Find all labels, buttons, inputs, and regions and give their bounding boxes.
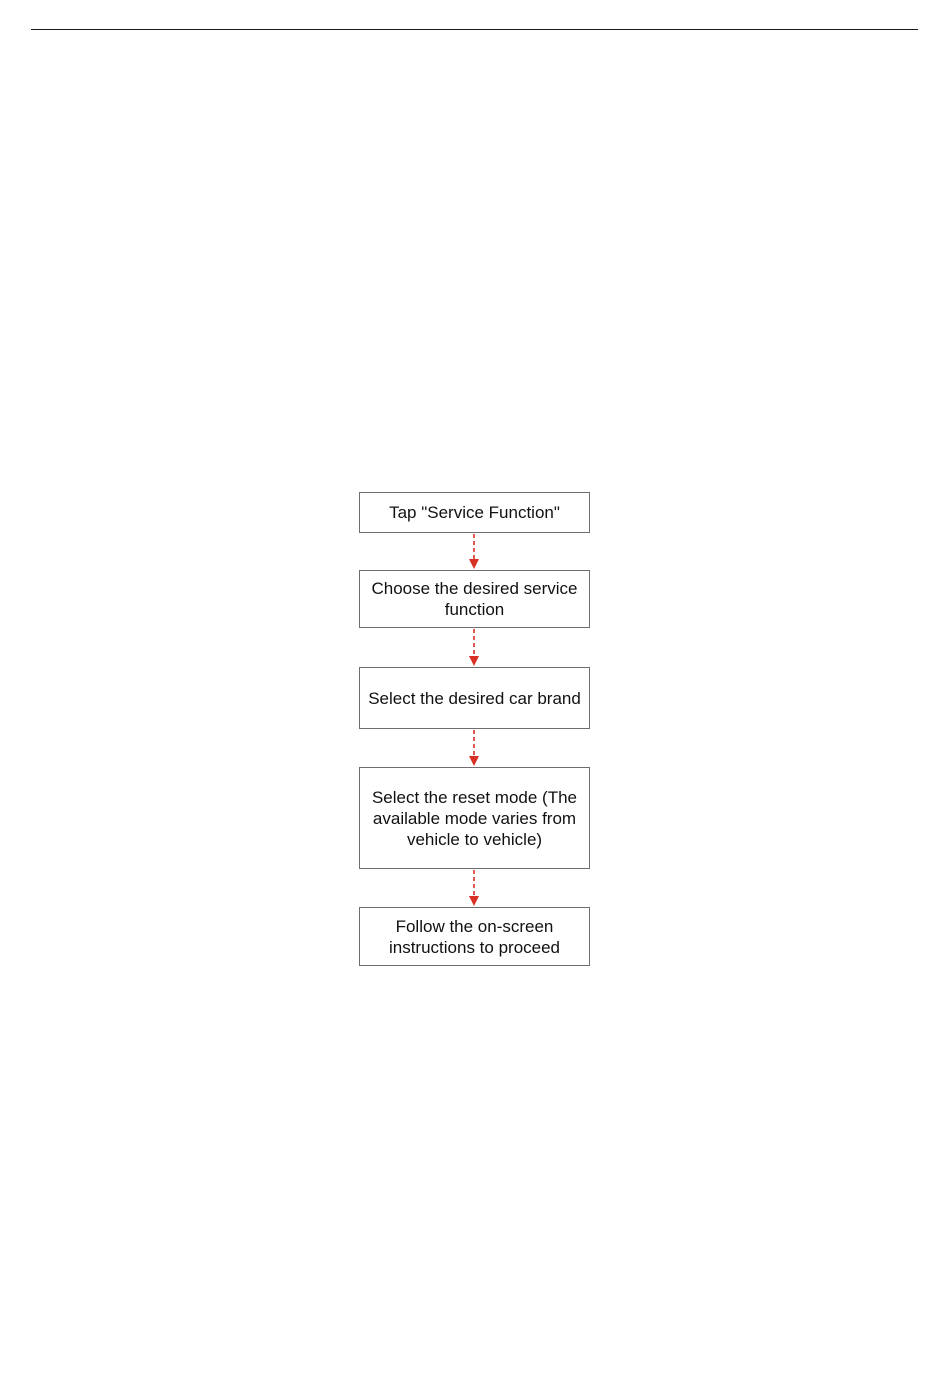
- flow-step-2: [359, 570, 590, 628]
- flow-step-3: [359, 667, 590, 729]
- flow-arrow-1: [464, 533, 484, 570]
- header-rule: [31, 29, 918, 30]
- flow-step-1-text: Tap "Service Function": [389, 503, 560, 522]
- flow-step-3-text: Select the desired car brand: [368, 688, 581, 708]
- flow-arrow-2: [464, 628, 484, 667]
- flow-step-5: [359, 907, 590, 966]
- flow-arrow-4: [464, 869, 484, 907]
- flow-step-5-text: Follow the on-screen instructions to proceed: [388, 916, 561, 957]
- flow-arrow-3: [464, 729, 484, 767]
- flow-step-4-text: Select the reset mode (The available mode varies from vehicle to vehicle): [371, 787, 578, 849]
- flow-step-4: [359, 767, 590, 869]
- flow-step-2-text: Choose the desired service function: [371, 579, 578, 619]
- flow-step-1: [359, 492, 590, 533]
